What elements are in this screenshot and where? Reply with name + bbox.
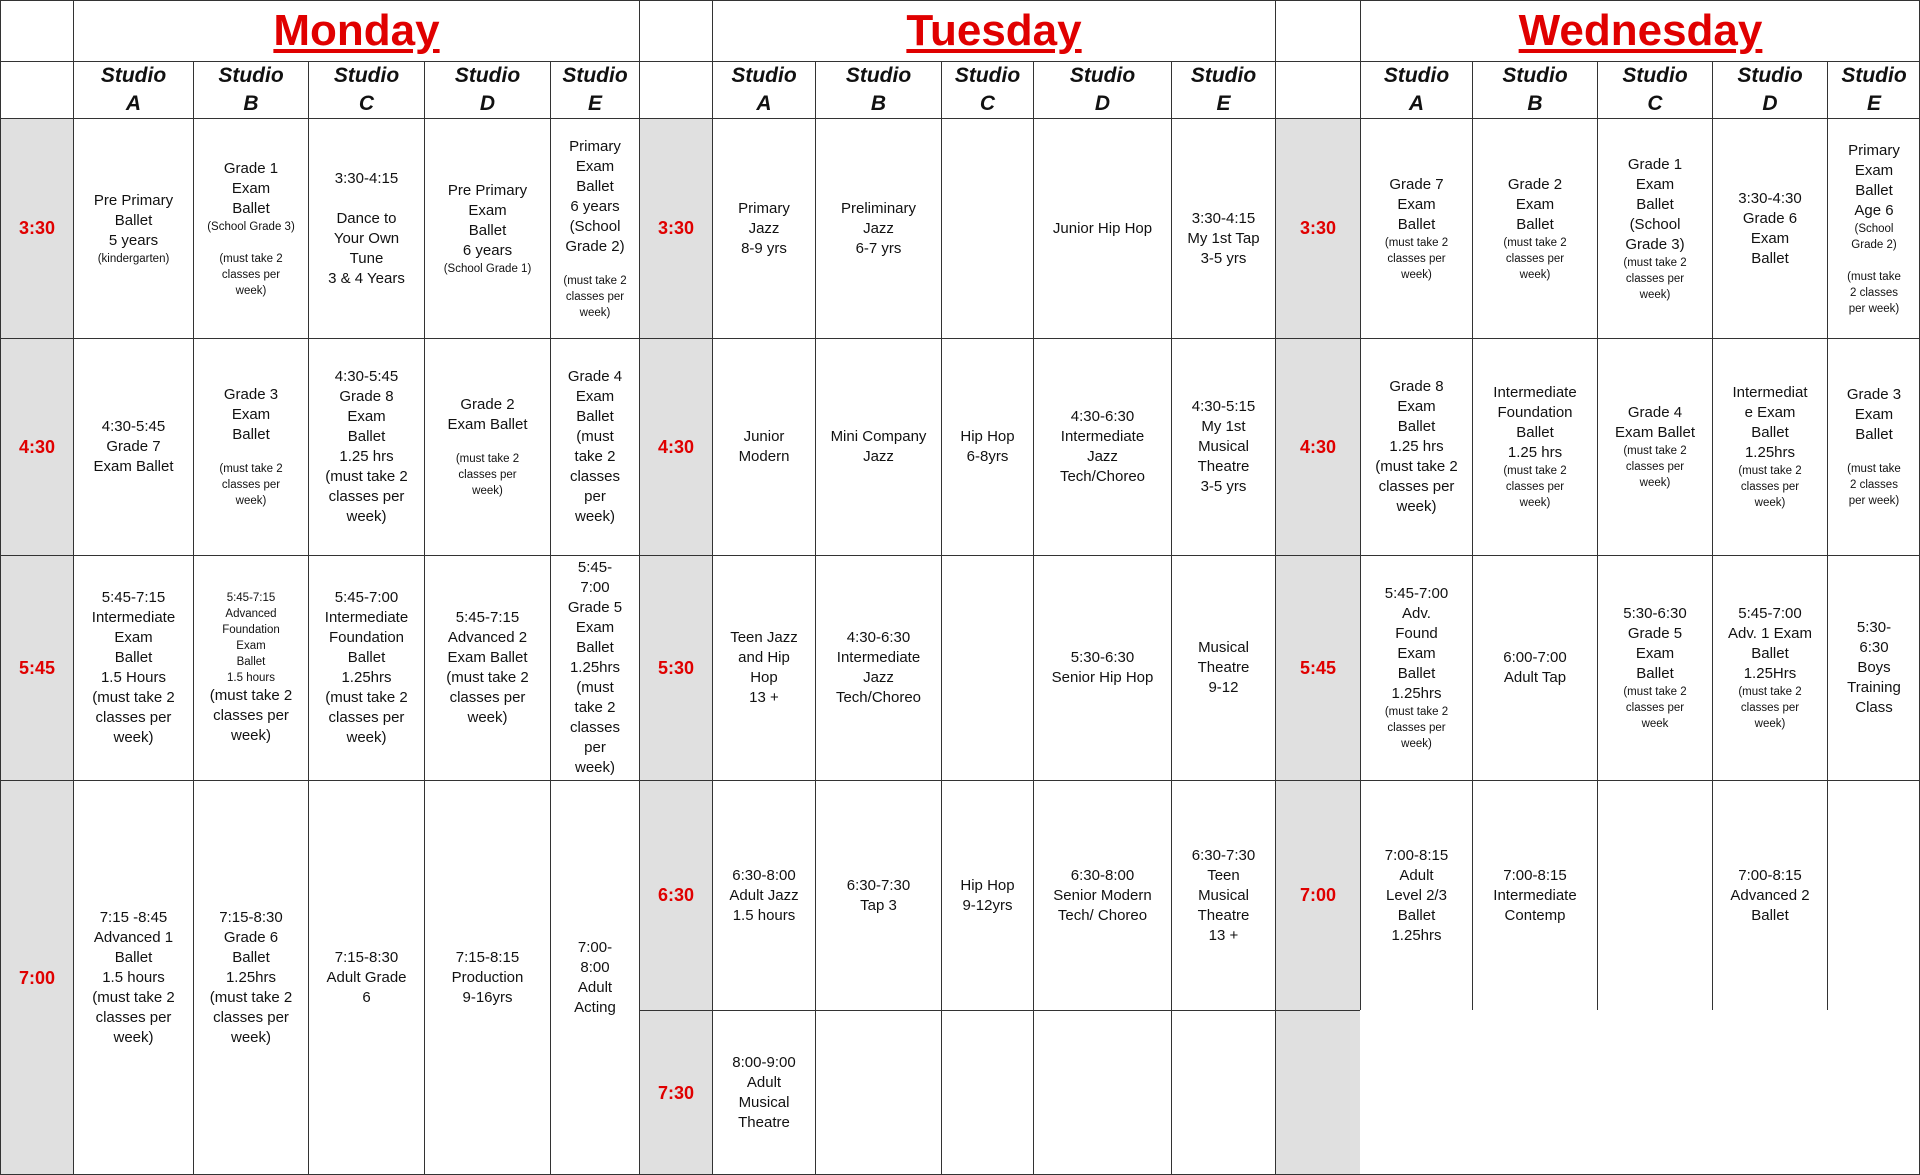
monday-time-slot [0,118,73,338]
monday-class-cell [308,555,424,780]
tuesday-corner-top [639,0,712,61]
tuesday-class-cell [941,1010,1033,1175]
class-entry [216,385,285,509]
class-detail: Grade 4 Exam Ballet (must take 2 classes per week) [567,368,623,525]
class-entry [735,199,793,259]
studio-label: Studio D [1069,64,1136,115]
time-label: 4:30 [1299,436,1337,457]
wednesday-studio-header [1597,61,1712,118]
time-label: 4:30 [18,436,56,457]
monday-studio-header [424,61,550,118]
class-entry [1490,383,1579,511]
monday-class-cell [308,780,424,1175]
tuesday-class-cell [1171,555,1275,780]
wednesday-class-cell [1712,780,1827,1010]
monday-class-cell [308,118,424,338]
class-note: (must take 2 classes per week [1623,686,1687,730]
studio-label: Studio B [218,64,284,115]
tuesday-class-cell [1033,555,1171,780]
wednesday-class-cell [1827,118,1920,338]
class-entry [1500,175,1569,283]
wednesday-corner-studio [1275,61,1360,118]
class-note: (must take 2 classes per week) [1384,706,1449,750]
studio-label: Studio E [562,64,628,115]
class-entry [833,628,924,708]
class-detail: 6:30-7:30 Tap 3 [846,876,911,914]
class-entry [444,395,530,499]
class-detail: 5:45-7:00 Adv. Found Exam Ballet 1.25hrs [1384,585,1449,702]
wednesday-class-cell [1472,118,1597,338]
class-detail: 5:45- 7:00 Grade 5 Exam Ballet 1.25hrs (must take 2 classes per week) [567,559,623,776]
time-label: 6:30 [657,885,695,905]
class-detail: 4:30-6:30 Intermediate Jazz Tech/Choreo [1059,408,1146,485]
monday-class-cell [308,338,424,555]
class-detail: 4:30-6:30 Intermediate Jazz Tech/Choreo [835,629,922,706]
monday-studio-header [73,61,193,118]
class-detail: Primary Jazz 8-9 yrs [738,199,790,257]
class-entry [838,199,919,259]
monday-class-cell [73,780,193,1175]
tuesday-corner-studio [639,61,712,118]
class-detail: 6:30-8:00 Adult Jazz 1.5 hours [729,866,799,924]
tuesday-class-cell [815,780,941,1010]
wednesday-studio-header [1827,61,1920,118]
monday-studio-header [193,61,308,118]
class-note: (must take 2 classes per week) [1623,445,1687,489]
class-detail: Junior Hip Hop [1052,219,1153,237]
class-entry [1189,397,1258,497]
time-label: 3:30 [657,218,695,238]
wednesday-class-cell [1712,555,1827,780]
tuesday-studio-header [712,61,815,118]
tuesday-class-cell [941,780,1033,1010]
class-note: (School Grade 2) [1851,222,1897,251]
class-entry [828,427,930,467]
studio-label: Studio A [1383,64,1450,115]
class-detail: Mini Company Jazz [830,428,927,465]
monday-class-cell [193,338,308,555]
wednesday-time-slot [1275,118,1360,338]
class-detail: 4:30-5:45 Grade 7 Exam Ballet [93,418,174,475]
wednesday-time-slot [1275,555,1360,780]
class-note: 5:45-7:15 Advanced Foundation Exam Ballet 1.5 hours [222,592,280,684]
time-label: 4:30 [657,436,695,457]
class-note: (must take 2 classes per week) [219,252,283,297]
wednesday-class-cell [1360,780,1472,1010]
tuesday-class-cell [1171,338,1275,555]
class-entry [727,628,801,708]
monday-time-slot [0,338,73,555]
class-entry [1727,866,1812,926]
class-detail: 3:30-4:30 Grade 6 Exam Ballet [1738,189,1802,267]
class-entry [844,876,913,916]
wednesday-class-cell [1597,780,1712,1010]
studio-label: Studio B [1502,64,1568,115]
class-detail: 5:45-7:00 Adv. 1 Exam Ballet 1.25Hrs [1728,605,1812,682]
class-note: (must take 2 classes per week) [1503,465,1567,509]
wednesday-studio-header [1360,61,1472,118]
class-entry [1844,385,1904,509]
wednesday-class-cell [1472,338,1597,555]
monday-class-cell [193,555,308,780]
tuesday-class-cell [815,1010,941,1175]
studio-label: Studio C [954,64,1021,115]
monday-class-cell [73,555,193,780]
class-note: (must take 2 classes per week) [455,453,520,497]
class-detail: 3:30-4:15 My 1st Tap 3-5 yrs [1187,209,1260,267]
class-entry [207,908,296,1048]
tuesday-class-cell [1033,338,1171,555]
monday-studio-header [308,61,424,118]
class-entry [207,590,296,746]
class-detail: 5:45-7:00 [334,589,399,606]
wednesday-class-cell [1472,780,1597,1010]
class-entry [322,588,411,748]
tuesday-time-slot [639,118,712,338]
class-note: (must take 2 classes per week) [1384,236,1449,281]
class-detail: Grade 2 Exam Ballet [447,396,528,433]
wednesday-class-cell [1827,338,1920,555]
class-entry [449,948,527,1008]
studio-label: Studio E [1190,64,1257,115]
tuesday-class-cell [712,338,815,555]
class-entry [1195,638,1253,698]
class-entry [325,169,408,289]
class-detail: Hip Hop 9-12yrs [960,876,1015,914]
studio-label: Studio C [1622,64,1688,115]
studio-label: Studio B [845,64,912,115]
tuesday-class-cell [1171,1010,1275,1175]
studio-label: Studio C [333,64,400,115]
class-detail: 5:30- 6:30 Boys Training Class [1847,619,1901,716]
class-note: (must take 2 classes per week) [1738,465,1802,509]
class-note: (must take 2 classes per week) [1847,270,1901,315]
class-entry [1620,155,1689,303]
tuesday-time-slot [639,338,712,555]
class-entry [1382,584,1451,752]
tuesday-class-cell [1171,118,1275,338]
wednesday-studio-header [1712,61,1827,118]
class-detail: 7:15 -8:45 Advanced 1 Ballet 1.5 hours (must take 2 classes per week) [92,909,175,1046]
class-detail: 7:15-8:15 Production 9-16yrs [451,949,524,1006]
class-detail: 7:15-8:30 Grade 6 Ballet 1.25hrs (must take 2 classes per week) [209,909,293,1046]
wednesday-studio-header [1472,61,1597,118]
class-entry [1382,846,1451,946]
tuesday-time-slot [639,555,712,780]
class-detail: Grade 3 Exam Ballet [223,386,279,443]
monday-day-title [73,0,639,61]
wednesday-time-slot-empty [1275,1010,1360,1175]
time-label: 7:00 [1299,885,1337,905]
class-entry [1057,407,1148,487]
class-entry [1500,648,1569,688]
tuesday-studio-header [941,61,1033,118]
class-entry [90,417,176,477]
tuesday-class-cell [712,1010,815,1175]
class-detail: Hip Hop 6-8yrs [960,428,1015,465]
class-detail: 7:00-8:15 Advanced 2 Ballet [1730,866,1810,924]
wednesday-time-slot [1275,780,1360,1010]
class-detail: Grade 7 Exam Ballet [1389,175,1444,233]
class-detail: 7:00- 8:00 Adult Acting [574,939,616,1016]
time-label: 5:45 [1299,657,1337,678]
class-entry [1725,604,1815,732]
wednesday-class-cell [1360,338,1472,555]
day-title: Wednesday [1518,6,1763,55]
time-label: 3:30 [18,218,56,238]
monday-class-cell [550,118,639,338]
class-detail: Preliminary Jazz 6-7 yrs [840,199,916,257]
class-entry [443,608,532,728]
wednesday-class-cell [1597,555,1712,780]
class-detail: 5:30-6:30 Grade 5 Exam Ballet [1623,605,1687,682]
day-title: Monday [273,6,440,55]
class-detail: Grade 1 Exam Ballet [223,159,279,217]
class-detail: 6:30-7:30 Teen Musical Theatre 13 + [1191,846,1256,944]
class-detail: Grade 2 Exam Ballet [1507,175,1563,233]
class-detail: 8:00-9:00 Adult Musical Theatre [732,1054,796,1131]
tuesday-class-cell [815,118,941,338]
class-detail: 7:15-8:30 Adult Grade 6 [326,949,407,1006]
monday-studio-header [550,61,639,118]
class-entry [957,876,1017,916]
wednesday-class-cell [1827,555,1920,780]
monday-class-cell [193,118,308,338]
class-entry [957,427,1017,467]
class-entry [322,367,411,527]
class-detail: 6:00-7:00 Adult Tap [1503,649,1567,686]
class-note: (must take 2 classes per week) [1503,236,1567,281]
class-detail: 5:45-7:15 Intermediate Exam Ballet 1.5 Hours (must take 2 classes per week) [91,589,176,746]
class-entry [1382,175,1451,283]
monday-class-cell [424,118,550,338]
wednesday-corner-top [1275,0,1360,61]
class-note: (must take 2 classes per week) [563,274,627,319]
class-detail: Grade 1 Exam Ballet (School Grade 3) [1625,155,1685,253]
class-entry [1050,866,1154,926]
monday-corner-studio [0,61,73,118]
class-detail: Pre Primary Exam Ballet 6 years [447,181,528,259]
class-entry [441,181,535,277]
tuesday-class-cell [712,555,815,780]
class-entry [726,866,801,926]
class-entry [89,908,178,1048]
studio-label: Studio A [100,64,167,115]
class-detail: Junior Modern [738,428,790,465]
time-label: 7:00 [18,967,56,988]
class-entry [729,1053,798,1133]
tuesday-class-cell [1171,780,1275,1010]
monday-class-cell [550,555,639,780]
class-detail: Grade 4 Exam Ballet [1614,404,1696,441]
class-entry [204,159,298,299]
tuesday-time-slot [639,1010,712,1175]
monday-corner-top [0,0,73,61]
time-label: 5:45 [18,657,56,678]
monday-time-slot [0,780,73,1175]
class-entry [736,427,793,467]
class-detail: Intermediat e Exam Ballet 1.25hrs [1732,384,1808,461]
tuesday-class-cell [1033,118,1171,338]
class-entry [1735,189,1804,269]
class-entry [1490,866,1579,926]
tuesday-class-cell [815,555,941,780]
class-note: (kindergarten) [97,252,170,265]
tuesday-day-title [712,0,1275,61]
wednesday-class-cell [1597,118,1712,338]
class-entry [1844,618,1904,718]
monday-class-cell [73,118,193,338]
class-note: (School Grade 1) [443,262,532,275]
class-detail: (must take 2 classes per week) [209,687,293,744]
wednesday-class-cell [1472,555,1597,780]
tuesday-class-cell [1033,1010,1171,1175]
tuesday-class-cell [941,555,1033,780]
wednesday-time-slot [1275,338,1360,555]
class-detail: Primary Exam Ballet 6 years (School Grade 2) [565,137,625,255]
wednesday-class-cell [1360,118,1472,338]
class-entry [1050,219,1155,239]
class-entry [565,558,625,778]
class-entry [323,948,409,1008]
wednesday-day-title [1360,0,1920,61]
class-detail: 5:45-7:15 Advanced 2 Exam Ballet (must take 2 classes per week) [446,609,529,726]
class-detail: Pre Primary Ballet 5 years [93,191,174,249]
tuesday-class-cell [941,118,1033,338]
class-entry [91,191,176,267]
class-entry [1844,141,1904,317]
class-note: (must take 2 classes per week) [219,463,283,507]
class-detail: 4:30-5:15 My 1st Musical Theatre 3-5 yrs [1191,398,1256,495]
tuesday-studio-header [815,61,941,118]
class-entry [560,137,629,321]
class-detail: 4:30-5:45 Grade 8 Exam Ballet 1.25 hrs (must take 2 classes per week) [325,368,408,525]
class-detail: 7:00-8:15 Adult Level 2/3 Ballet 1.25hrs [1384,846,1449,944]
class-detail: Grade 8 Exam Ballet 1.25 hrs (must take 2 classes per week) [1375,378,1458,515]
class-detail: 3:30-4:15 Dance to Your Own Tune 3 & 4 Years [328,169,405,287]
day-title: Tuesday [906,6,1082,55]
class-note: (School Grade 3) [207,220,295,233]
class-entry [571,938,619,1018]
class-detail: 5:30-6:30 Senior Hip Hop [1051,649,1154,686]
class-entry [1729,383,1810,511]
monday-class-cell [550,338,639,555]
tuesday-time-slot [639,780,712,1010]
wednesday-class-cell [1712,338,1827,555]
wednesday-class-cell [1712,118,1827,338]
monday-class-cell [424,780,550,1175]
class-detail: Intermediate Foundation Ballet 1.25hrs (must take 2 classes per week) [324,609,409,746]
class-detail: Teen Jazz and Hip Hop 13 + [730,629,798,706]
wednesday-class-cell [1827,780,1920,1010]
class-note: (must take 2 classes per week) [1623,256,1687,301]
studio-label: Studio A [731,64,797,115]
class-note: (must take 2 classes per week) [1738,686,1802,730]
wednesday-class-cell [1597,338,1712,555]
time-label: 5:30 [657,657,695,678]
class-detail: 6:30-8:00 Senior Modern Tech/ Choreo [1053,866,1152,924]
studio-label: Studio D [1737,64,1803,115]
class-detail: Primary Exam Ballet Age 6 [1848,141,1900,219]
monday-class-cell [424,338,550,555]
wednesday-class-cell [1360,555,1472,780]
class-detail: Musical Theatre 9-12 [1197,639,1250,696]
class-entry [1372,377,1461,517]
tuesday-class-cell [712,118,815,338]
monday-class-cell [73,338,193,555]
monday-class-cell [550,780,639,1175]
studio-label: Studio E [1841,64,1907,115]
class-note: (must take 2 classes per week) [1847,463,1901,507]
tuesday-studio-header [1033,61,1171,118]
monday-class-cell [424,555,550,780]
monday-time-slot [0,555,73,780]
tuesday-class-cell [815,338,941,555]
class-entry [89,588,178,748]
class-entry [1184,189,1262,269]
class-detail: Grade 3 Exam Ballet [1846,386,1902,443]
time-label: 3:30 [1299,218,1337,238]
tuesday-studio-header [1171,61,1275,118]
class-entry [1620,604,1689,732]
tuesday-class-cell [941,338,1033,555]
class-detail: Intermediate Foundation Ballet 1.25 hrs [1493,384,1577,461]
monday-class-cell [193,780,308,1175]
class-entry [1049,648,1157,688]
tuesday-class-cell [712,780,815,1010]
tuesday-class-cell [1033,780,1171,1010]
studio-label: Studio D [454,64,521,115]
class-entry [565,367,625,527]
class-detail: 7:00-8:15 Intermediate Contemp [1493,866,1577,924]
class-entry [1612,403,1698,491]
time-label: 7:30 [657,1082,695,1103]
class-entry [1189,846,1258,946]
